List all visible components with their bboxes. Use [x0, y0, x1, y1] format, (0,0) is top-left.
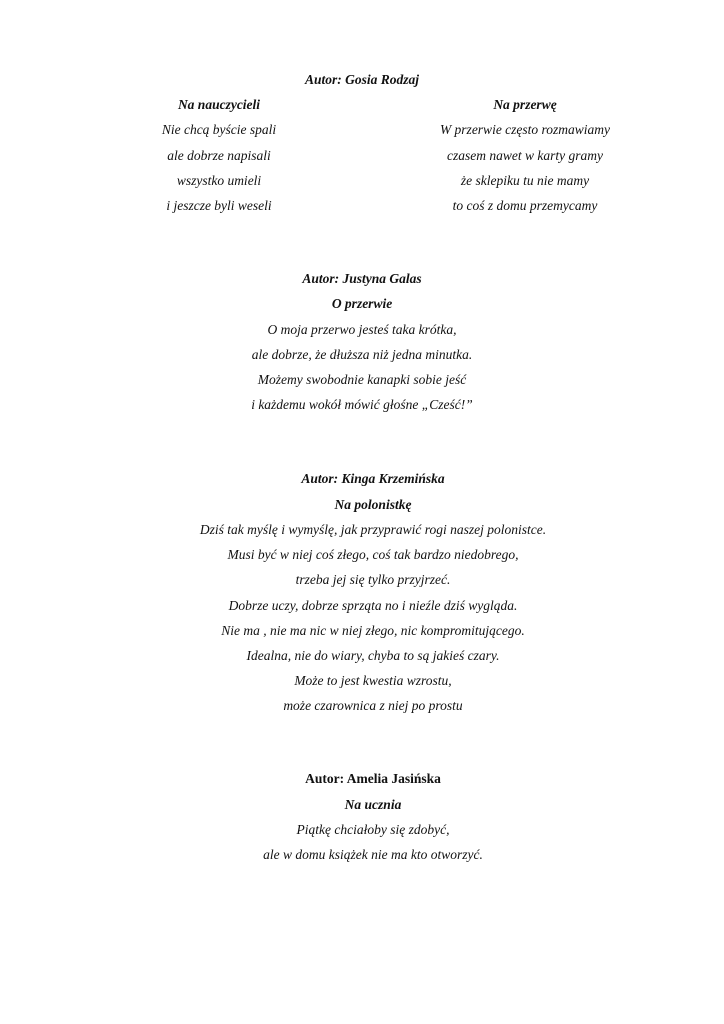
- poem-line: może czarownica z niej po prostu: [283, 698, 463, 713]
- poem-line: Dobrze uczy, dobrze sprząta no i nieźle dziś wygląda.: [228, 598, 518, 613]
- poem-line: to coś z domu przemycamy: [452, 198, 598, 213]
- author-heading: Autor: Gosia Rodzaj: [304, 72, 420, 87]
- poem-line: i każdemu wokół mówić głośne „Cześć!”: [251, 397, 473, 412]
- poem-line: Możemy swobodnie kanapki sobie jeść: [257, 372, 467, 387]
- poem-line: ale dobrze, że dłuższa niż jedna minutka.: [251, 347, 473, 362]
- poem-line: Dziś tak myślę i wymyślę, jak przyprawić rogi naszej polonistce.: [199, 522, 547, 537]
- poem-line: Nie ma , nie ma nic w niej złego, nic kompromitującego.: [221, 623, 525, 638]
- poem-title: Na polonistkę: [334, 497, 412, 512]
- author-heading: Autor: Amelia Jasińska: [305, 771, 441, 786]
- poem-line: Nie chcą byście spali: [161, 122, 277, 137]
- poem-title: Na nauczycieli: [177, 97, 261, 112]
- author-heading: Autor: Kinga Krzemińska: [301, 471, 445, 486]
- poem-line: Piątkę chciałoby się zdobyć,: [296, 822, 450, 837]
- poem-line: Musi być w niej coś złego, coś tak bardzo niedobrego,: [227, 547, 519, 562]
- poem-line: że sklepiku tu nie mamy: [460, 173, 590, 188]
- poem-line: i jeszcze byli weseli: [166, 198, 272, 213]
- poem-line: czasem nawet w karty gramy: [447, 148, 603, 163]
- poem-line: wszystko umieli: [176, 173, 262, 188]
- poem-line: trzeba jej się tylko przyjrzeć.: [295, 572, 451, 587]
- author-heading: Autor: Justyna Galas: [302, 271, 422, 286]
- poem-line: Idealna, nie do wiary, chyba to są jakieś czary.: [246, 648, 500, 663]
- poem-title: Na ucznia: [344, 797, 402, 812]
- poem-line: O moja przerwo jesteś taka krótka,: [267, 322, 457, 337]
- poem-line: Może to jest kwestia wzrostu,: [294, 673, 452, 688]
- poem-title: O przerwie: [331, 296, 393, 311]
- poem-title: Na przerwę: [493, 97, 557, 112]
- poem-line: ale w domu książek nie ma kto otworzyć.: [263, 847, 483, 862]
- poem-line: W przerwie często rozmawiamy: [439, 122, 611, 137]
- poem-line: ale dobrze napisali: [167, 148, 271, 163]
